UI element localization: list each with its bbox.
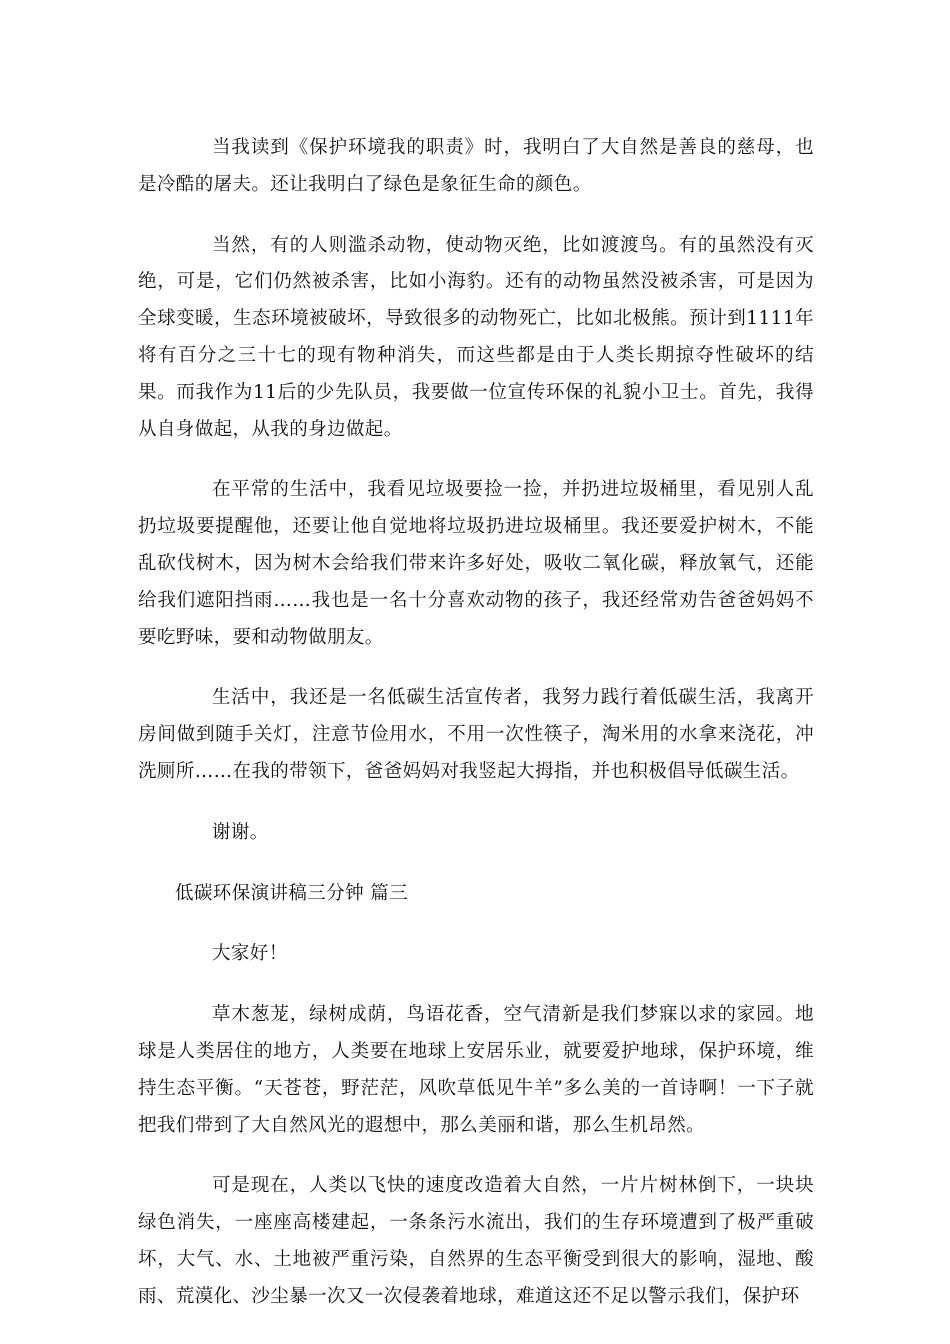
paragraph: 当我读到《保护环境我的职责》时，我明白了大自然是善良的慈母，也是冷酷的屠夫。还让我明白了绿色是象征生命的颜色。 bbox=[138, 137, 814, 195]
closing-line: 谢谢。 bbox=[212, 821, 269, 843]
paragraph: 生活中，我还是一名低碳生活宣传者，我努力践行着低碳生活，我离开房间做到随手关灯，注意节俭用水，不用一次性筷子，淘米用的水拿来浇花，冲洗厕所……在我的带领下，爸爸妈妈对我竖起大拇指，并也积极倡导低碳生活。 bbox=[138, 687, 814, 782]
section-heading: 低碳环保演讲稿三分钟 篇三 bbox=[175, 882, 409, 904]
paragraph: 当然，有的人则滥杀动物，使动物灭绝，比如渡渡鸟。有的虽然没有灭绝，可是，它们仍然被杀害，比如小海豹。还有的动物虽然没被杀害，可是因为全球变暖，生态环境被破坏，导致很多的动物死亡，比如北极熊。预计到1111年将有百分之三十七的现有物种消失，而这些都是由于人类长期掠夺性破坏的结果。而我作为11后的少先队员，我要做一位宣传环保的礼貌小卫士。首先，我得从自身做起，从我的身边做起。 bbox=[138, 234, 814, 440]
paragraph: 在平常的生活中，我看见垃圾要捡一捡，并扔进垃圾桶里，看见别人乱扔垃圾要提醒他，还要让他自觉地将垃圾扔进垃圾桶里。我还要爱护树木，不能乱砍伐树木，因为树木会给我们带来许多好处，吸收二氧化碳，释放氧气，还能给我们遮阳挡雨……我也是一名十分喜欢动物的孩子，我还经常劝告爸爸妈妈不要吃野味，要和动物做朋友。 bbox=[138, 479, 814, 648]
document-page bbox=[138, 130, 814, 1316]
paragraph: 草木葱茏，绿树成荫，鸟语花香，空气清新是我们梦寐以求的家园。地球是人类居住的地方，人类要在地球上安居乐业，就要爱护地球，保护环境，维持生态平衡。“天苍苍，野茫茫，风吹草低见牛羊”多么美的一首诗啊！一下子就把我们带到了大自然风光的遐想中，那么美丽和谐，那么生机昂然。 bbox=[138, 1004, 814, 1136]
greeting-line: 大家好！ bbox=[212, 943, 288, 965]
paragraph: 可是现在，人类以飞快的速度改造着大自然，一片片树林倒下，一块块绿色消失，一座座高楼建起，一条条污水流出，我们的生存环境遭到了极严重破坏，大气、水、土地被严重污染，自然界的生态平衡受到很大的影响，湿地、酸雨、荒漠化、沙尘暴一次又一次侵袭着地球，难道这还不足以警示我们，保护环 bbox=[138, 1175, 814, 1307]
